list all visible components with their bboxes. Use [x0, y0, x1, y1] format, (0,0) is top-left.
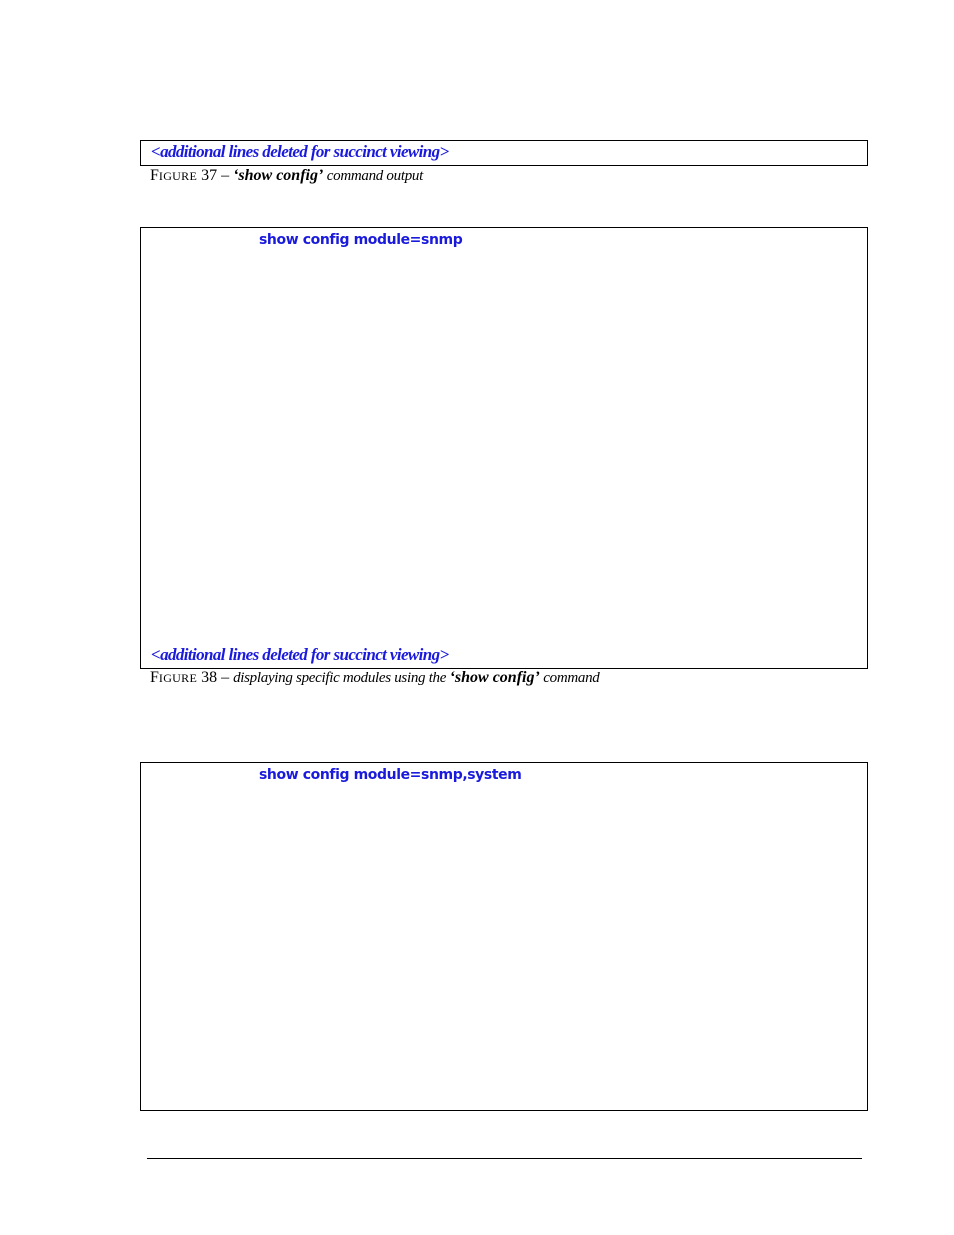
command-line: show config module=snmp [259, 232, 463, 248]
caption-description: command output [323, 168, 423, 184]
caption-command: ‘show config’ [233, 167, 324, 184]
caption-label-first: F [150, 167, 159, 184]
figure-39-output-box [140, 762, 868, 1111]
caption-label-first: F [150, 669, 159, 686]
figure-38-output-box [140, 227, 868, 669]
figure-37-caption [150, 167, 423, 185]
caption-label-rest: IGURE [158, 671, 198, 685]
figure-38-caption [150, 669, 600, 687]
caption-description-tail: command [539, 670, 600, 686]
caption-number: 38 – [197, 669, 234, 686]
caption-number: 37 – [197, 167, 234, 184]
caption-command: ‘show config’ [449, 669, 540, 686]
command-line: show config module=snmp,system [259, 767, 522, 783]
deleted-lines-note: <additional lines deleted for succinct viewing> [151, 142, 449, 161]
figure-37-output-box [140, 140, 868, 166]
caption-label-rest: IGURE [158, 169, 198, 183]
deleted-lines-note: <additional lines deleted for succinct viewing> [151, 645, 449, 664]
caption-description: displaying specific modules using the [233, 670, 450, 686]
footer-divider [147, 1158, 862, 1159]
